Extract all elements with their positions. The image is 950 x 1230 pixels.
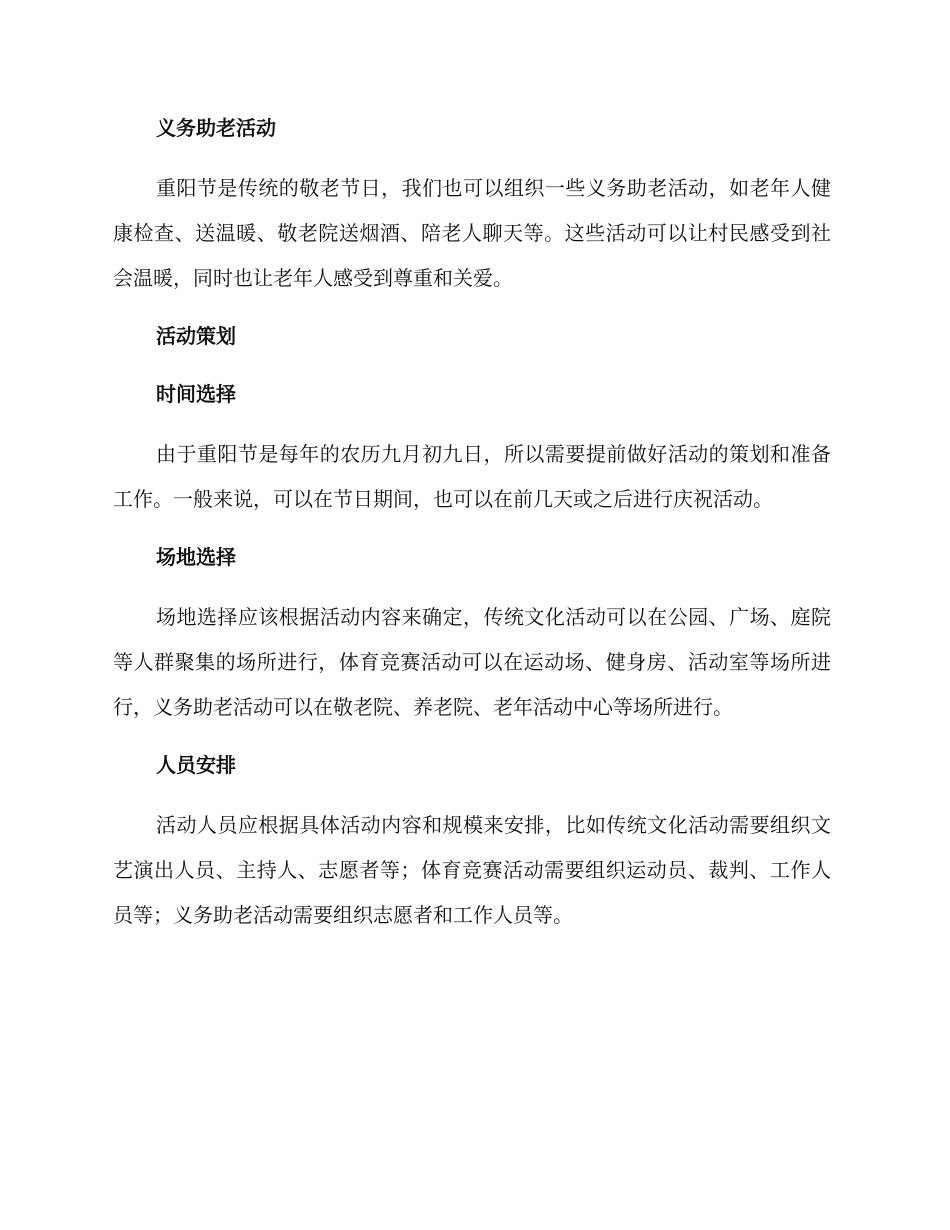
section-body-time-selection: 由于重阳节是每年的农历九月初九日，所以需要提前做好活动的策划和准备工作。一般来说，可以在节日期间，也可以在前几天或之后进行庆祝活动。 <box>113 442 831 511</box>
section-heading-elder-help: 义务助老活动 <box>156 116 276 140</box>
section-body-venue-selection: 场地选择应该根据活动内容来确定，传统文化活动可以在公园、广场、庭院等人群聚集的场所进行，体育竞赛活动可以在运动场、健身房、活动室等场所进行，义务助老活动可以在敬老院、养老院、老年活动中心等场所进行。 <box>113 605 831 719</box>
section-heading-time-selection: 时间选择 <box>156 382 236 406</box>
section-heading-staffing: 人员安排 <box>156 753 236 777</box>
document-content <box>113 108 831 938</box>
section-body-staffing: 活动人员应根据具体活动内容和规模来安排，比如传统文化活动需要组织文艺演出人员、主持人、志愿者等；体育竞赛活动需要组织运动员、裁判、工作人员等；义务助老活动需要组织志愿者和工作人员等。 <box>113 813 831 927</box>
section-heading-venue-selection: 场地选择 <box>156 545 236 569</box>
section-body-elder-help: 重阳节是传统的敬老节日，我们也可以组织一些义务助老活动，如老年人健康检查、送温暖、敬老院送烟酒、陪老人聊天等。这些活动可以让村民感受到社会温暖，同时也让老年人感受到尊重和关爱。 <box>113 176 831 290</box>
section-heading-activity-planning: 活动策划 <box>156 324 236 348</box>
